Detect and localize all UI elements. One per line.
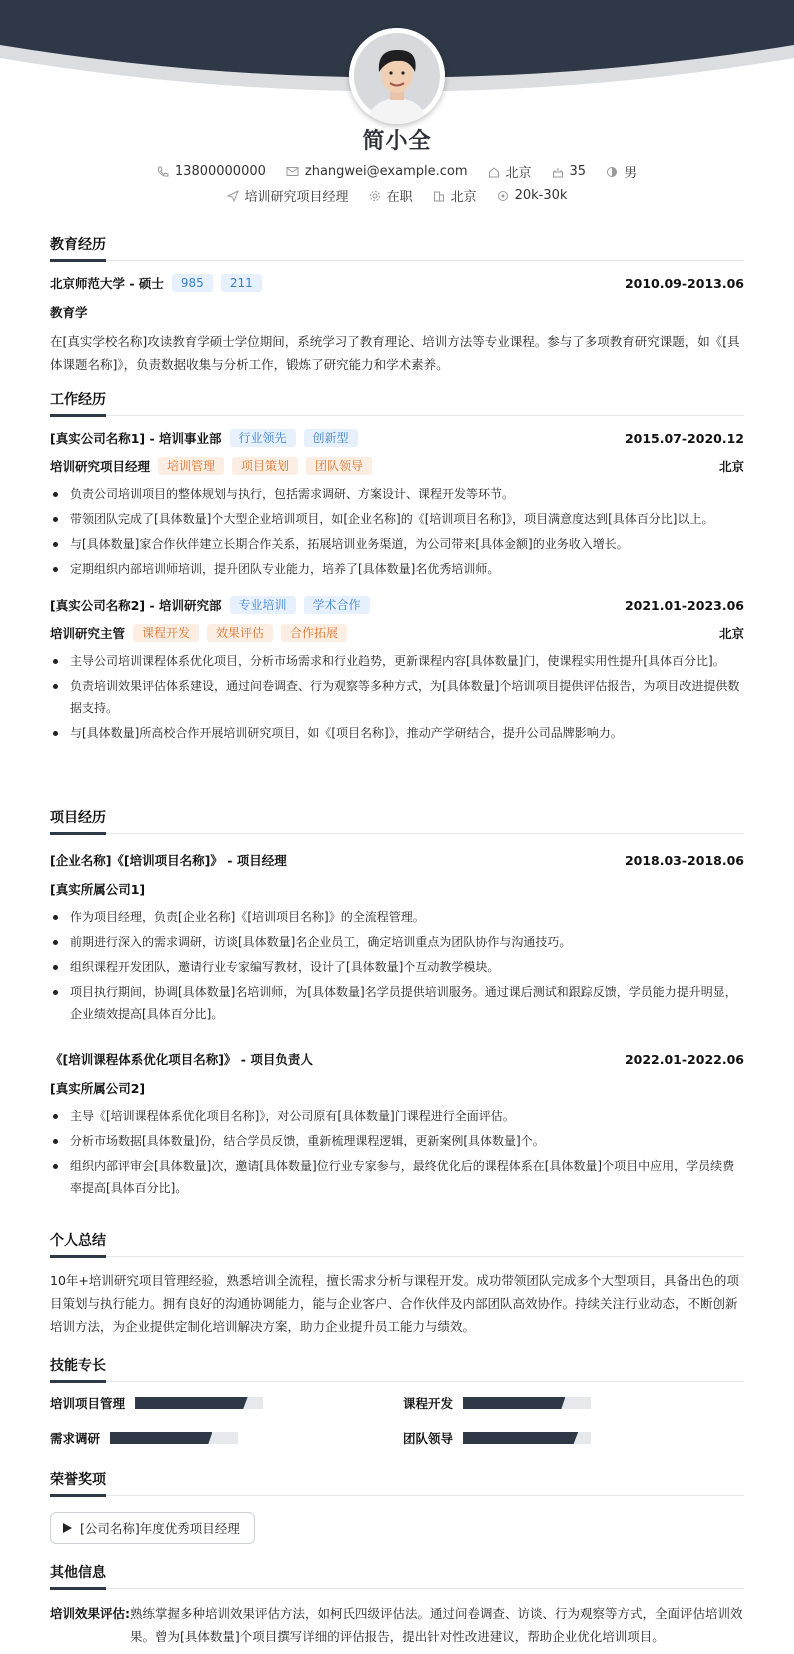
education-header [50, 274, 744, 292]
project-header [50, 851, 744, 869]
list-item: 定期组织内部培训师培训，提升团队专业能力，培养了[具体数量]名优秀培训师。 [50, 558, 744, 580]
list-item: 主导《[培训课程体系优化项目名称]》，对公司原有[具体数量]门课程进行全面评估。 [50, 1105, 744, 1127]
other-label: 培训效果评估: [50, 1606, 130, 1621]
skill-bar [135, 1397, 263, 1409]
city-text: 北京 [505, 166, 532, 181]
project-bullets [50, 906, 744, 1028]
school-name: 北京师范大学 - 硕士 [50, 276, 164, 291]
avatar [349, 28, 445, 124]
phone-icon [157, 166, 169, 178]
home-icon [488, 166, 500, 178]
other-value: 熟练掌握多种培训效果评估方法，如柯氏四级评估法。通过问卷调查、访谈、行为观察等方式，全面评估培训效果。曾为[具体数量]个项目撰写详细的评估报告，提出针对性改进建议，帮助企业优化培训项目。 [130, 1606, 743, 1644]
list-item: 与[具体数量]家合作伙伴建立长期合作关系，拓展培训业务渠道，为公司带来[具体金额]的业务收入增长。 [50, 533, 744, 555]
project-company-row [50, 1079, 744, 1097]
list-item: 负责公司培训项目的整体规划与执行，包括需求调研、方案设计、课程开发等环节。 [50, 483, 744, 505]
skill-tag: 项目策划 [232, 457, 298, 475]
target-city-item [433, 186, 477, 205]
project-name: [企业名称]《[培训项目名称]》 - 项目经理 [50, 853, 287, 868]
company-name: [真实公司名称1] - 培训事业部 [50, 431, 222, 446]
candidate-name: 简小全 [362, 129, 432, 154]
send-icon [227, 190, 239, 202]
list-item: 负责培训效果评估体系建设，通过问卷调查、行为观察等多种方式，为[具体数量]个培训项目提供评估报告，为项目改进提供数据支持。 [50, 675, 744, 719]
school-tag: 211 [221, 274, 262, 292]
work-company-row [50, 596, 744, 614]
position-item [227, 186, 349, 205]
skill-name: 培训项目管理 [50, 1396, 126, 1411]
skill-bar [110, 1432, 238, 1444]
summary-text: 10年+培训研究项目管理经验，熟悉培训全流程，擅长需求分析与课程开发。成功带领团队完成多个大型项目，具备出色的项目策划与执行能力。拥有良好的沟通协调能力，能与企业客户、合作伙伴及内部团队高效协作。持续关注行业动态，不断创新培训方法，为企业提供定制化培训解决方案，助力企业提升员工能力与绩效。 [50, 1273, 739, 1334]
skill-tag: 课程开发 [133, 624, 199, 642]
section-title-other: 其他信息 [50, 1562, 744, 1589]
project-header [50, 1050, 744, 1068]
skill-bar-fill [463, 1397, 565, 1409]
list-item: 分析市场数据[具体数量]份，结合学员反馈，重新梳理课程逻辑，更新案例[具体数量]个。 [50, 1130, 744, 1152]
project-name: 《[培训课程体系优化项目名称]》 - 项目负责人 [50, 1052, 313, 1067]
list-item: 组织内部评审会[具体数量]次，邀请[具体数量]位行业专家参与，最终优化后的课程体系在[具体数量]个项目中应用，学员续费率提高[具体百分比]。 [50, 1155, 744, 1199]
skill-bar-fill [463, 1432, 578, 1444]
work-title-row [50, 457, 744, 475]
list-item: 与[具体数量]所高校合作开展培训研究项目，如《[项目名称]》，推动产学研结合，提升公司品牌影响力。 [50, 722, 744, 744]
section-title-education: 教育经历 [50, 234, 744, 261]
section-title-projects: 项目经历 [50, 807, 744, 834]
skill-item [50, 1429, 238, 1447]
skill-name: 团队领导 [403, 1431, 454, 1446]
email-text: zhangwei@example.com [304, 164, 468, 179]
phone-item [157, 164, 266, 179]
section-title-awards: 荣誉奖项 [50, 1469, 744, 1496]
major: 教育学 [50, 305, 88, 320]
skill-name: 需求调研 [50, 1431, 101, 1446]
list-item: 组织课程开发团队，邀请行业专家编写教材，设计了[具体数量]个互动教学模块。 [50, 956, 744, 978]
list-item: 前期进行深入的需求调研，访谈[具体数量]名企业员工，确定培训重点为团队协作与沟通技巧。 [50, 931, 744, 953]
project-bullets [50, 1105, 744, 1202]
gender-text: 男 [624, 166, 638, 181]
list-item: 主导公司培训课程体系优化项目，分析市场需求和行业趋势，更新课程内容[具体数量]门，使课程实用性提升[具体百分比]。 [50, 650, 744, 672]
building-icon [433, 190, 445, 202]
company-tag: 学术合作 [304, 596, 370, 614]
skill-item [50, 1394, 263, 1412]
award-text: [公司名称]年度优秀项目经理 [80, 1521, 240, 1536]
education-period: 2010.09-2013.06 [624, 275, 744, 291]
list-item: 作为项目经理，负责[企业名称]《[培训项目名称]》的全流程管理。 [50, 906, 744, 928]
status-item [369, 186, 413, 205]
skill-bar [463, 1432, 591, 1444]
position-text: 培训研究项目经理 [244, 190, 349, 205]
company-tag: 行业领先 [230, 429, 296, 447]
work-location: 北京 [718, 626, 744, 641]
project-company: [真实所属公司2] [50, 1081, 146, 1096]
job-title: 培训研究项目经理 [50, 459, 151, 474]
work-location: 北京 [718, 459, 744, 474]
skill-tag: 团队领导 [306, 457, 372, 475]
skill-item [403, 1429, 591, 1447]
company-name: [真实公司名称2] - 培训研究部 [50, 598, 222, 613]
salary-text: 20k-30k [514, 188, 568, 203]
skill-name: 课程开发 [403, 1396, 454, 1411]
work-company-row [50, 429, 744, 447]
skill-bar-fill [110, 1432, 212, 1444]
project-period: 2022.01-2022.06 [624, 1051, 744, 1067]
project-company-row [50, 880, 744, 898]
project-period: 2018.03-2018.06 [624, 852, 744, 868]
other-info-row [50, 1602, 744, 1648]
work-bullets [50, 483, 744, 583]
salary-item [497, 188, 568, 203]
city-item [488, 162, 532, 181]
status-text: 在职 [386, 190, 413, 205]
skill-item [403, 1394, 591, 1412]
job-title: 培训研究主管 [50, 626, 126, 641]
project-company: [真实所属公司1] [50, 882, 146, 897]
education-description: 在[真实学校名称]攻读教育学硕士学位期间，系统学习了教育理论、培训方法等专业课程。参与了多项教育研究课题，如《[具体课题名称]》，负责数据收集与分析工作，锻炼了研究能力和学术素养。 [50, 334, 740, 372]
skill-bar-fill [135, 1397, 248, 1409]
list-item: 项目执行期间，协调[具体数量]名培训师，为[具体数量]名学员提供培训服务。通过课后测试和跟踪反馈，学员能力提升明显，企业绩效提高[具体百分比]。 [50, 981, 744, 1025]
email-item [286, 164, 468, 179]
work-title-row [50, 624, 744, 642]
coin-icon [497, 190, 509, 202]
job-intent-row [0, 186, 794, 205]
work-period: 2021.01-2023.06 [624, 597, 744, 613]
section-title-skills: 技能专长 [50, 1355, 744, 1382]
list-item: 带领团队完成了[具体数量]个大型企业培训项目，如[企业名称]的《[培训项目名称]》，项目满意度达到[具体百分比]以上。 [50, 508, 744, 530]
age-item [552, 164, 587, 179]
work-period: 2015.07-2020.12 [624, 430, 744, 446]
gender-item [606, 162, 637, 181]
skill-tag: 效果评估 [207, 624, 273, 642]
gear-icon [369, 190, 381, 202]
mail-icon [286, 166, 299, 177]
target-city-text: 北京 [450, 190, 477, 205]
skill-tag: 培训管理 [158, 457, 224, 475]
award-item [50, 1512, 255, 1544]
company-tag: 专业培训 [230, 596, 296, 614]
skill-tag: 合作拓展 [281, 624, 347, 642]
phone-text: 13800000000 [174, 164, 266, 179]
contact-row [0, 162, 794, 181]
skill-bar [463, 1397, 591, 1409]
play-icon [63, 1523, 72, 1533]
education-major-row [50, 303, 744, 321]
section-title-summary: 个人总结 [50, 1230, 744, 1257]
school-tag: 985 [172, 274, 213, 292]
age-text: 35 [569, 164, 587, 179]
company-tag: 创新型 [304, 429, 358, 447]
gender-icon [606, 166, 618, 178]
section-title-work: 工作经历 [50, 389, 744, 416]
work-bullets [50, 650, 744, 747]
cake-icon [552, 166, 564, 178]
